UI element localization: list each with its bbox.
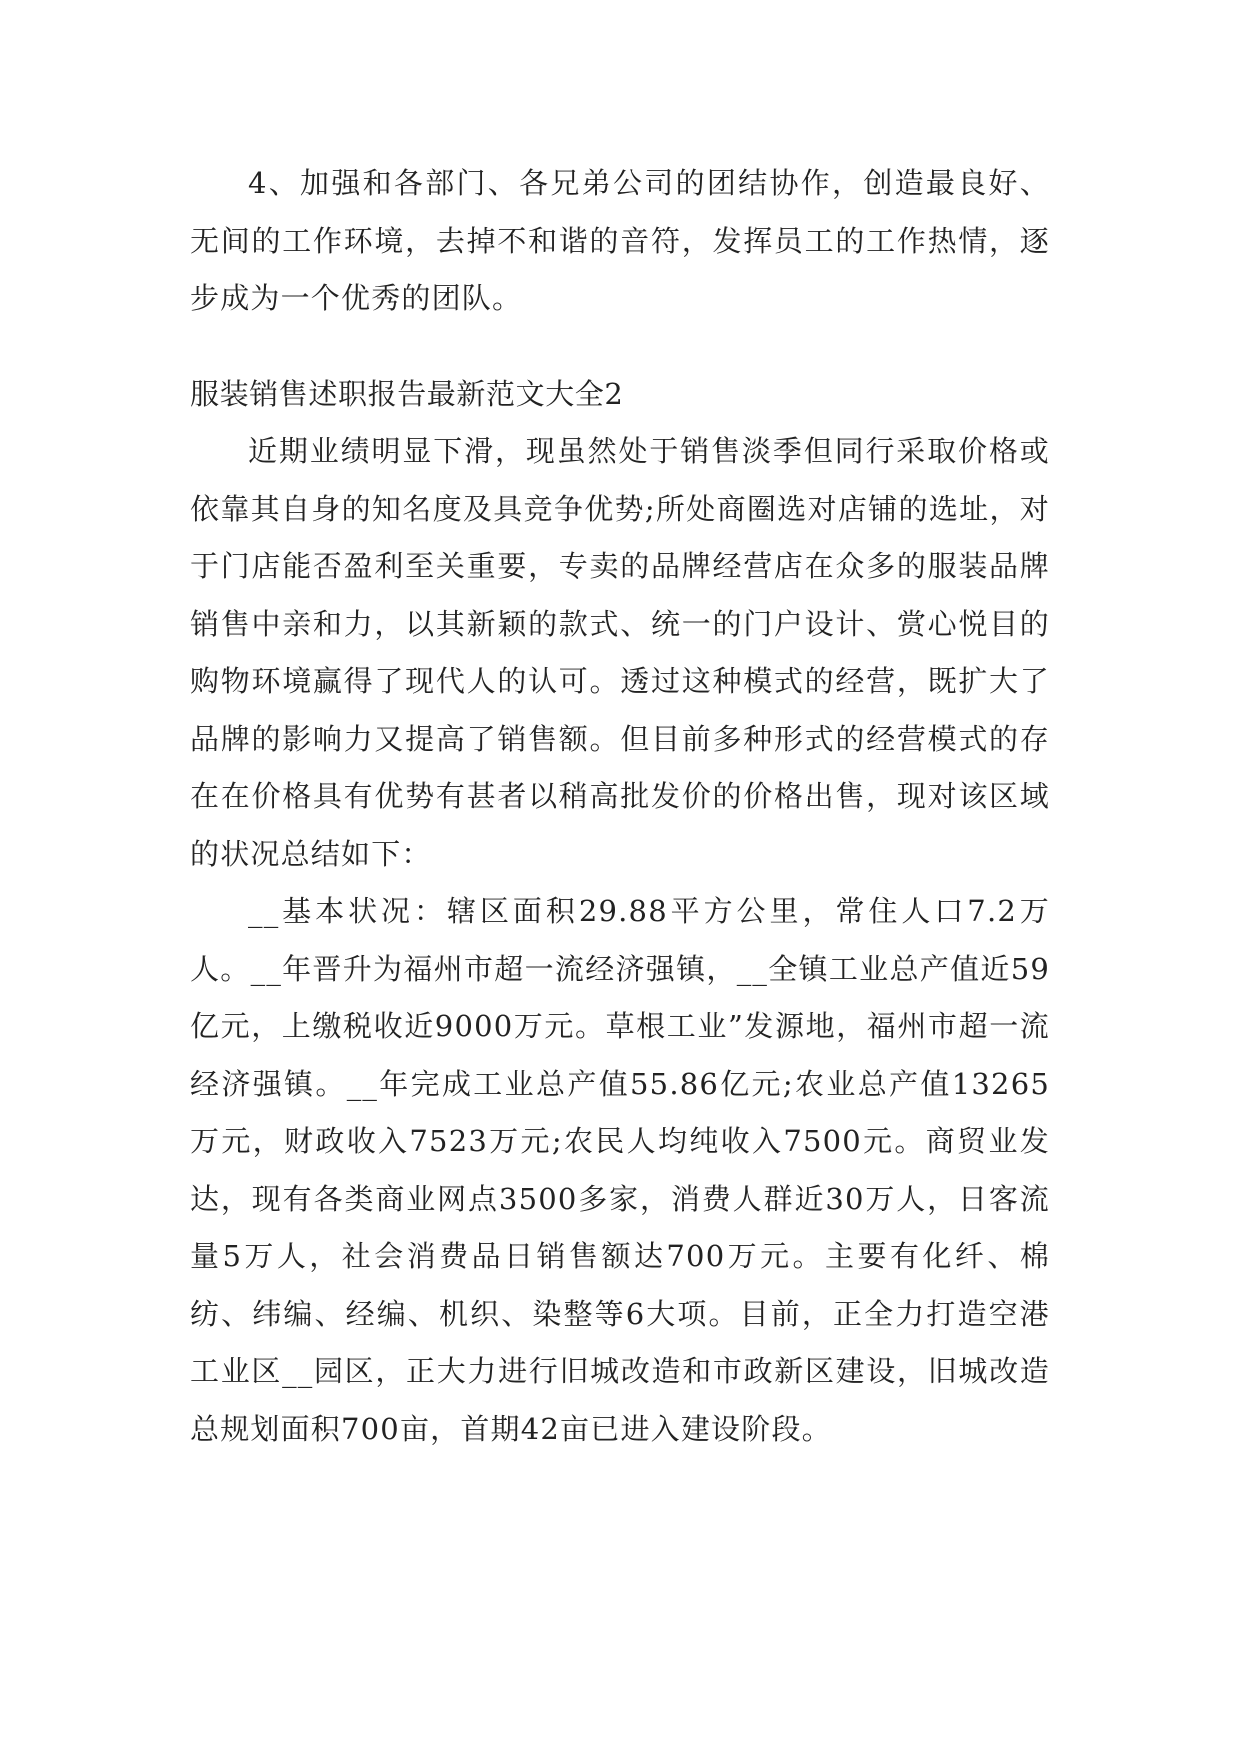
- paragraph-basic-situation: __基本状况：辖区面积29.88平方公里，常住人口7.2万人。__年晋升为福州市超一流经济强镇，__全镇工业总产值近59亿元，上缴税收近9000万元。草根工业”发源地，福州市超一流经济强镇。__年完成工业总产值55.86亿元;农业总产值13265万元，财政收入7523万元;农民人均纯收入7500元。商贸业发达，现有各类商业网点3500多家，消费人群近30万人，日客流量5万人，社会消费品日销售额达700万元。主要有化纤、棉纺、纬编、经编、机织、染整等6大项。目前，正全力打造空港工业区__园区，正大力进行旧城改造和市政新区建设，旧城改造总规划面积700亩，首期42亩已进入建设阶段。: [190, 894, 1050, 1446]
- paragraph-teamwork: 4、加强和各部门、各兄弟公司的团结协作，创造最良好、无间的工作环境，去掉不和谐的音符，发挥员工的工作热情，逐步成为一个优秀的团队。: [190, 166, 1050, 315]
- section-heading: 服装销售述职报告最新范文大全2: [190, 376, 624, 411]
- paragraph-sales-analysis: 近期业绩明显下滑，现虽然处于销售淡季但同行采取价格或依靠其自身的知名度及具竞争优势;所处商圈选对店铺的选址，对于门店能否盈利至关重要，专卖的品牌经营店在众多的服装品牌销售中亲和力，以其新颖的款式、统一的门户设计、赏心悦目的购物环境赢得了现代人的认可。透过这种模式的经营，既扩大了品牌的影响力又提高了销售额。但目前多种形式的经营模式的存在在价格具有优势有甚者以稍高批发价的价格出售，现对该区域的状况总结如下：: [190, 434, 1050, 871]
- document-page: [190, 155, 1050, 1458]
